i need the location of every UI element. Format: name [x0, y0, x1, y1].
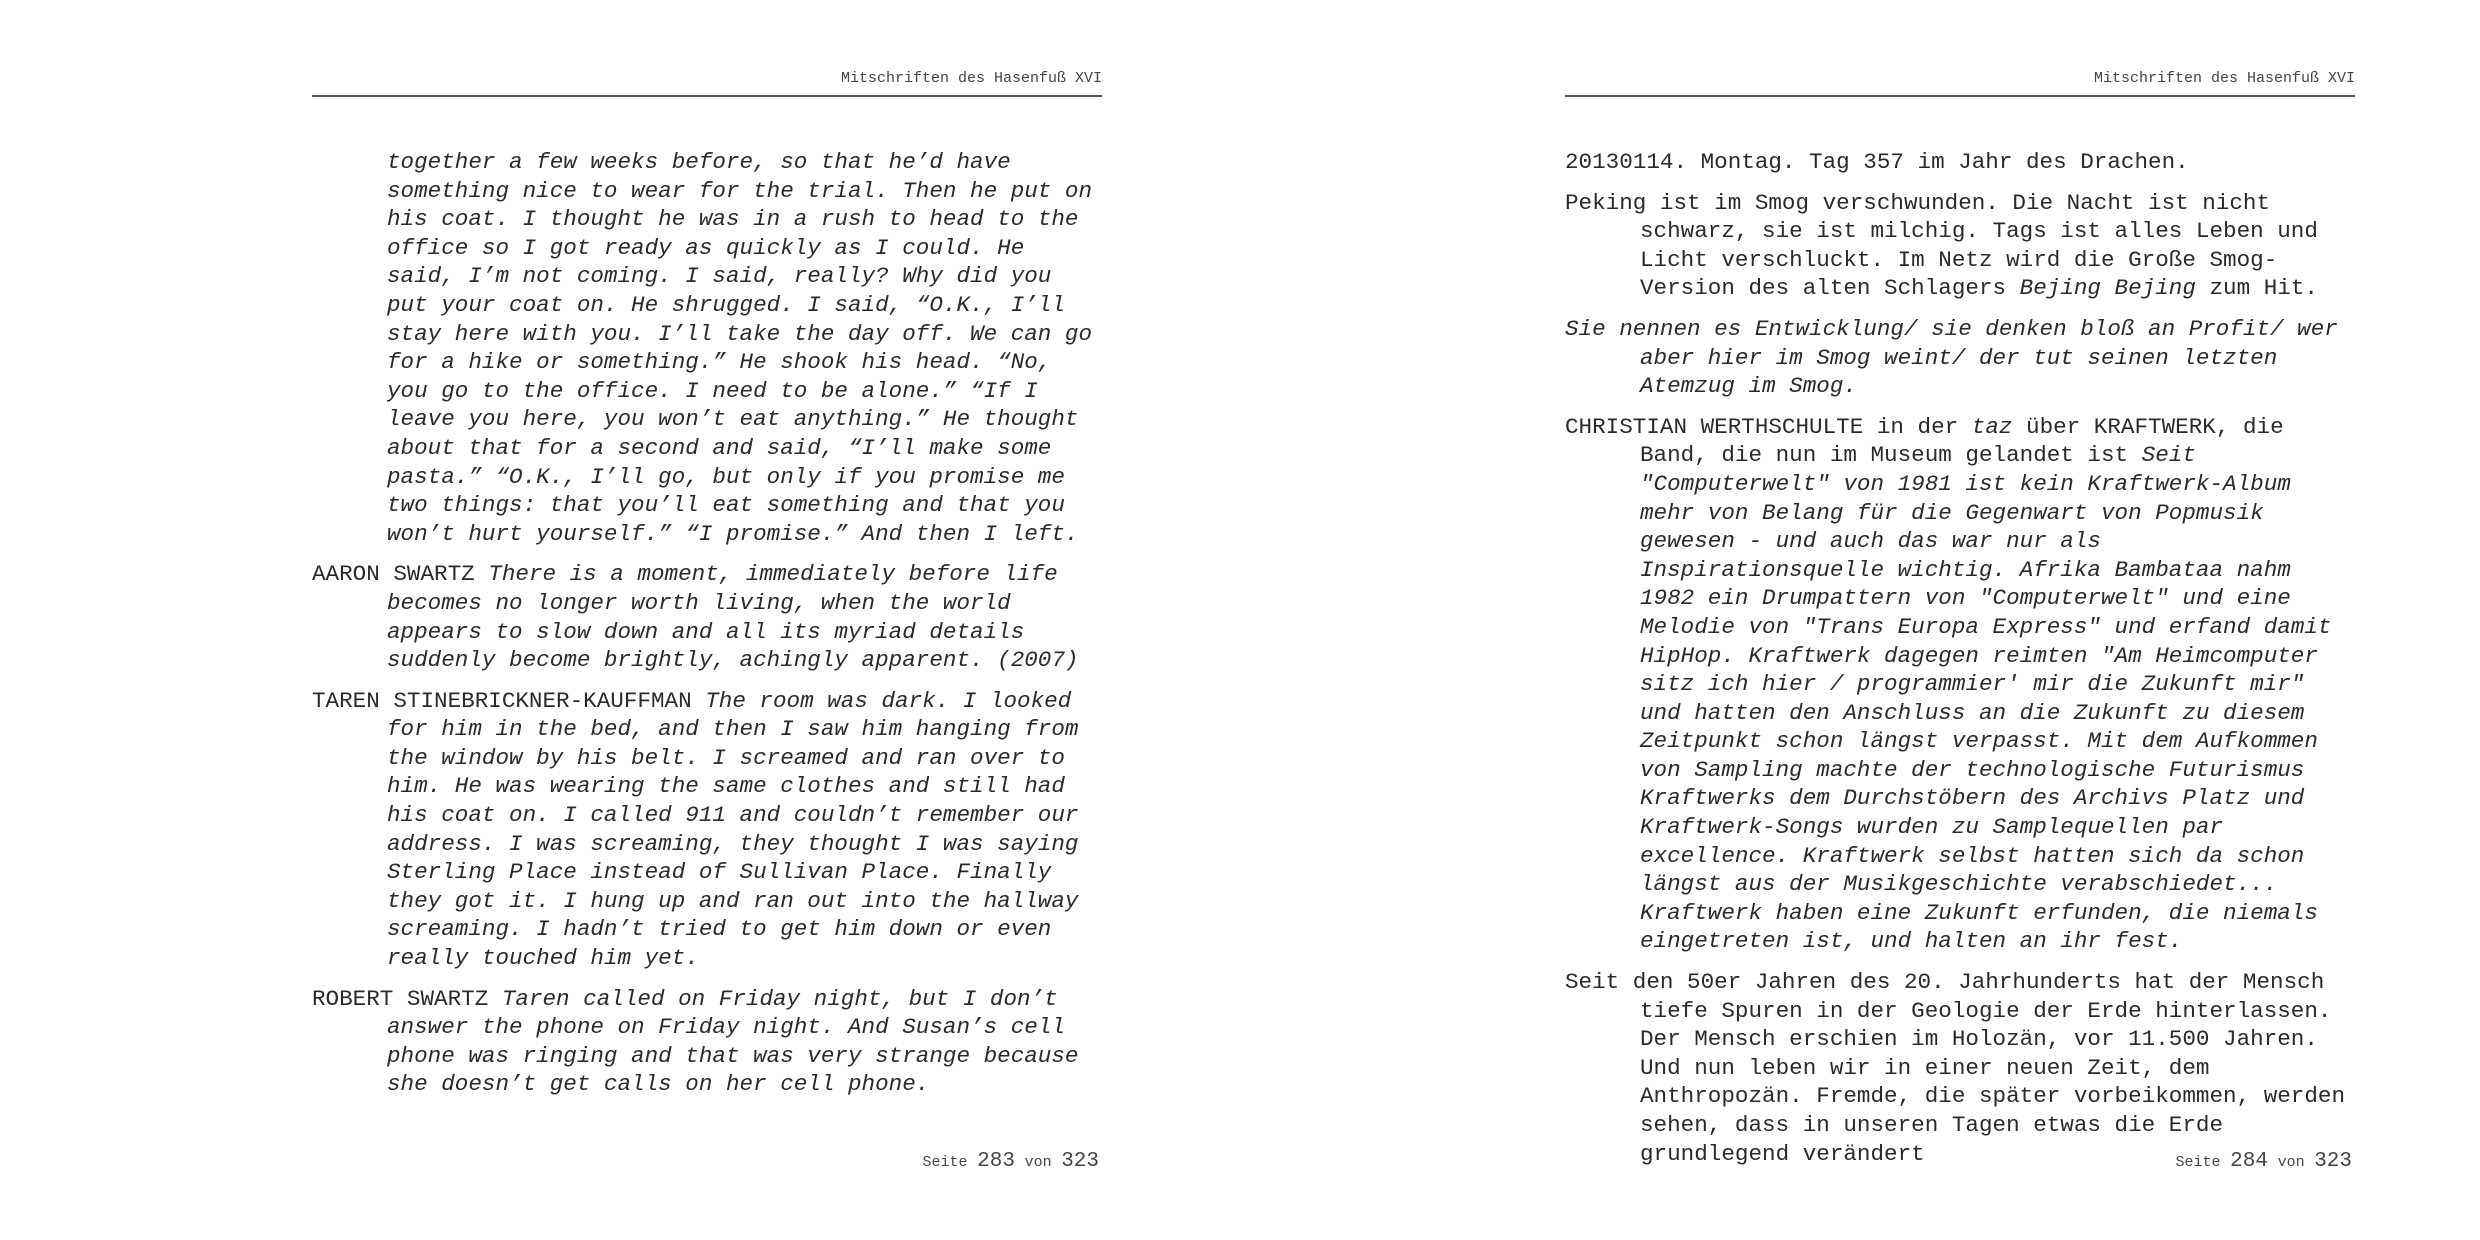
- page-footer: [312, 1150, 1099, 1173]
- header-rule: [312, 95, 1102, 97]
- entry-intro-cont: über KRAFTWERK, die Band, die nun im Museum gelandet ist: [1640, 413, 2284, 469]
- footer-seite: Seite: [922, 1154, 968, 1171]
- page-body: [312, 148, 1102, 1111]
- entry-anthropozaen: Seit den 50er Jahren des 20. Jahrhunderts hat der Mensch tiefe Spuren in der Geologie der Erde hinterlassen. Der Mensch erschien im Holozän, vor 11.500 Jahren. Und nun leben wir in einer neuen Zeit, dem Anthropozän. Fremde, die später vorbeikommen, werden sehen, dass in unseren Tagen etwas die Erde grundlegend verändert: [1565, 969, 2346, 1167]
- page-body: [1565, 148, 2355, 1180]
- speaker-name: ROBERT SWARTZ: [312, 985, 489, 1012]
- entry-text-end: zum Hit.: [2195, 275, 2318, 302]
- total-pages: 323: [2314, 1150, 2352, 1173]
- left-page: [312, 0, 1102, 1240]
- entry-lyric: Sie nennen es Entwicklung/ sie denken bloß an Profit/ wer aber hier im Smog weint/ der tut seinen letzten Atemzug im Smog.: [1565, 315, 2338, 400]
- page-number: 283: [977, 1150, 1015, 1173]
- entry-text: Taren called on Friday night, but I don’t answer the phone on Friday night. And Susan’s cell phone was ringing and that was very strange because she doesn’t get calls on her cell phone.: [387, 985, 1079, 1098]
- entry-aaron-swartz: [312, 560, 1102, 674]
- footer-seite: Seite: [2175, 1154, 2221, 1171]
- entry-intro: CHRISTIAN WERTHSCHULTE in der: [1565, 413, 1972, 440]
- total-pages: 323: [1061, 1150, 1099, 1173]
- running-head: Mitschriften des Hasenfuß XVI: [840, 70, 1102, 87]
- page-footer: [1565, 1150, 2352, 1173]
- right-page: [1565, 0, 2355, 1240]
- continued-quote: together a few weeks before, so that he’d have something nice to wear for the trial. Then he put on his coat. I thought he was in a rush to head to the office so I got ready as quickly as I could. He said, I’m not coming. I said, really? Why did you put your coat on. He shrugged. I said, “O.K., I’ll stay here with you. I’ll take the day off. We can go for a hike or something.” He shook his head. “No, you go to the office. I need to be alone.” “If I leave you here, you won’t eat anything.” He thought about that for a second and said, “I’ll make some pasta.” “O.K., I’ll go, but only if you promise me two things: that you’ll eat something and that you won’t hurt yourself.” “I promise.” And then I left.: [387, 149, 1093, 547]
- entry-text: Peking ist im Smog verschwunden. Die Nacht ist nicht schwarz, sie ist milchig. Tags ist alles Leben und Licht verschluckt. Im Netz wird die Große Smog-Version des alten Schlagers: [1565, 189, 2318, 302]
- footer-von: von: [2277, 1154, 2305, 1171]
- running-head: Mitschriften des Hasenfuß XVI: [2093, 70, 2355, 87]
- entry-quote: Seit "Computerwelt" von 1981 ist kein Kraftwerk-Album mehr von Belang für die Gegenwart von Popmusik gewesen - und auch das war nur als Inspirationsquelle wichtig. Afrika Bambataa nahm 1982 ein Drumpattern von "Computerwelt" und eine Melodie von "Trans Europa Express" und erfand damit HipHop. Kraftwerk dagegen reimten "Am Heimcomputer sitz ich hier / programmier' mir die Zukunft mir" und hatten den Anschluss an die Zukunft zu diesem Zeitpunkt schon längst verpasst. Mit dem Aufkommen von Sampling machte der technologische Futurismus Kraftwerks dem Durchstöbern des Archivs Platz und Kraftwerk-Songs wurden zu Samplequellen par excellence. Kraftwerk selbst hatten sich da schon längst aus der Musikgeschichte verabschiedet... Kraftwerk haben eine Zukunft erfunden, die niemals eingetreten ist, und halten an ihr fest.: [1640, 442, 2332, 955]
- newspaper-name: taz: [1971, 413, 2013, 440]
- entry-kraftwerk: [1565, 413, 2355, 956]
- entry-text: There is a moment, immediately before life becomes no longer worth living, when the world appears to slow down and all its myriad details suddenly become brightly, achingly apparent. (2007): [387, 561, 1079, 674]
- entry-peking-smog: [1565, 189, 2355, 303]
- speaker-name: AARON SWARTZ: [312, 561, 475, 588]
- footer-von: von: [1024, 1154, 1052, 1171]
- entry-taren: [312, 687, 1102, 973]
- entry-text: The room was dark. I looked for him in the bed, and then I saw him hanging from the window by his belt. I screamed and ran over to him. He was wearing the same clothes and still had his coat on. I called 911 and couldn’t remember our address. I was screaming, they thought I was saying Sterling Place instead of Sullivan Place. Finally they got it. I hung up and ran out into the hallway screaming. I hadn’t tried to get him down or even really touched him yet.: [387, 687, 1079, 972]
- date-line: 20130114. Montag. Tag 357 im Jahr des Drachen.: [1565, 149, 2189, 175]
- entry-robert-swartz: [312, 985, 1102, 1099]
- header-rule: [1565, 95, 2355, 97]
- page-number: 284: [2230, 1150, 2268, 1173]
- song-title: Bejing Bejing: [2019, 275, 2196, 302]
- speaker-name: TAREN STINEBRICKNER-KAUFFMAN: [312, 687, 692, 714]
